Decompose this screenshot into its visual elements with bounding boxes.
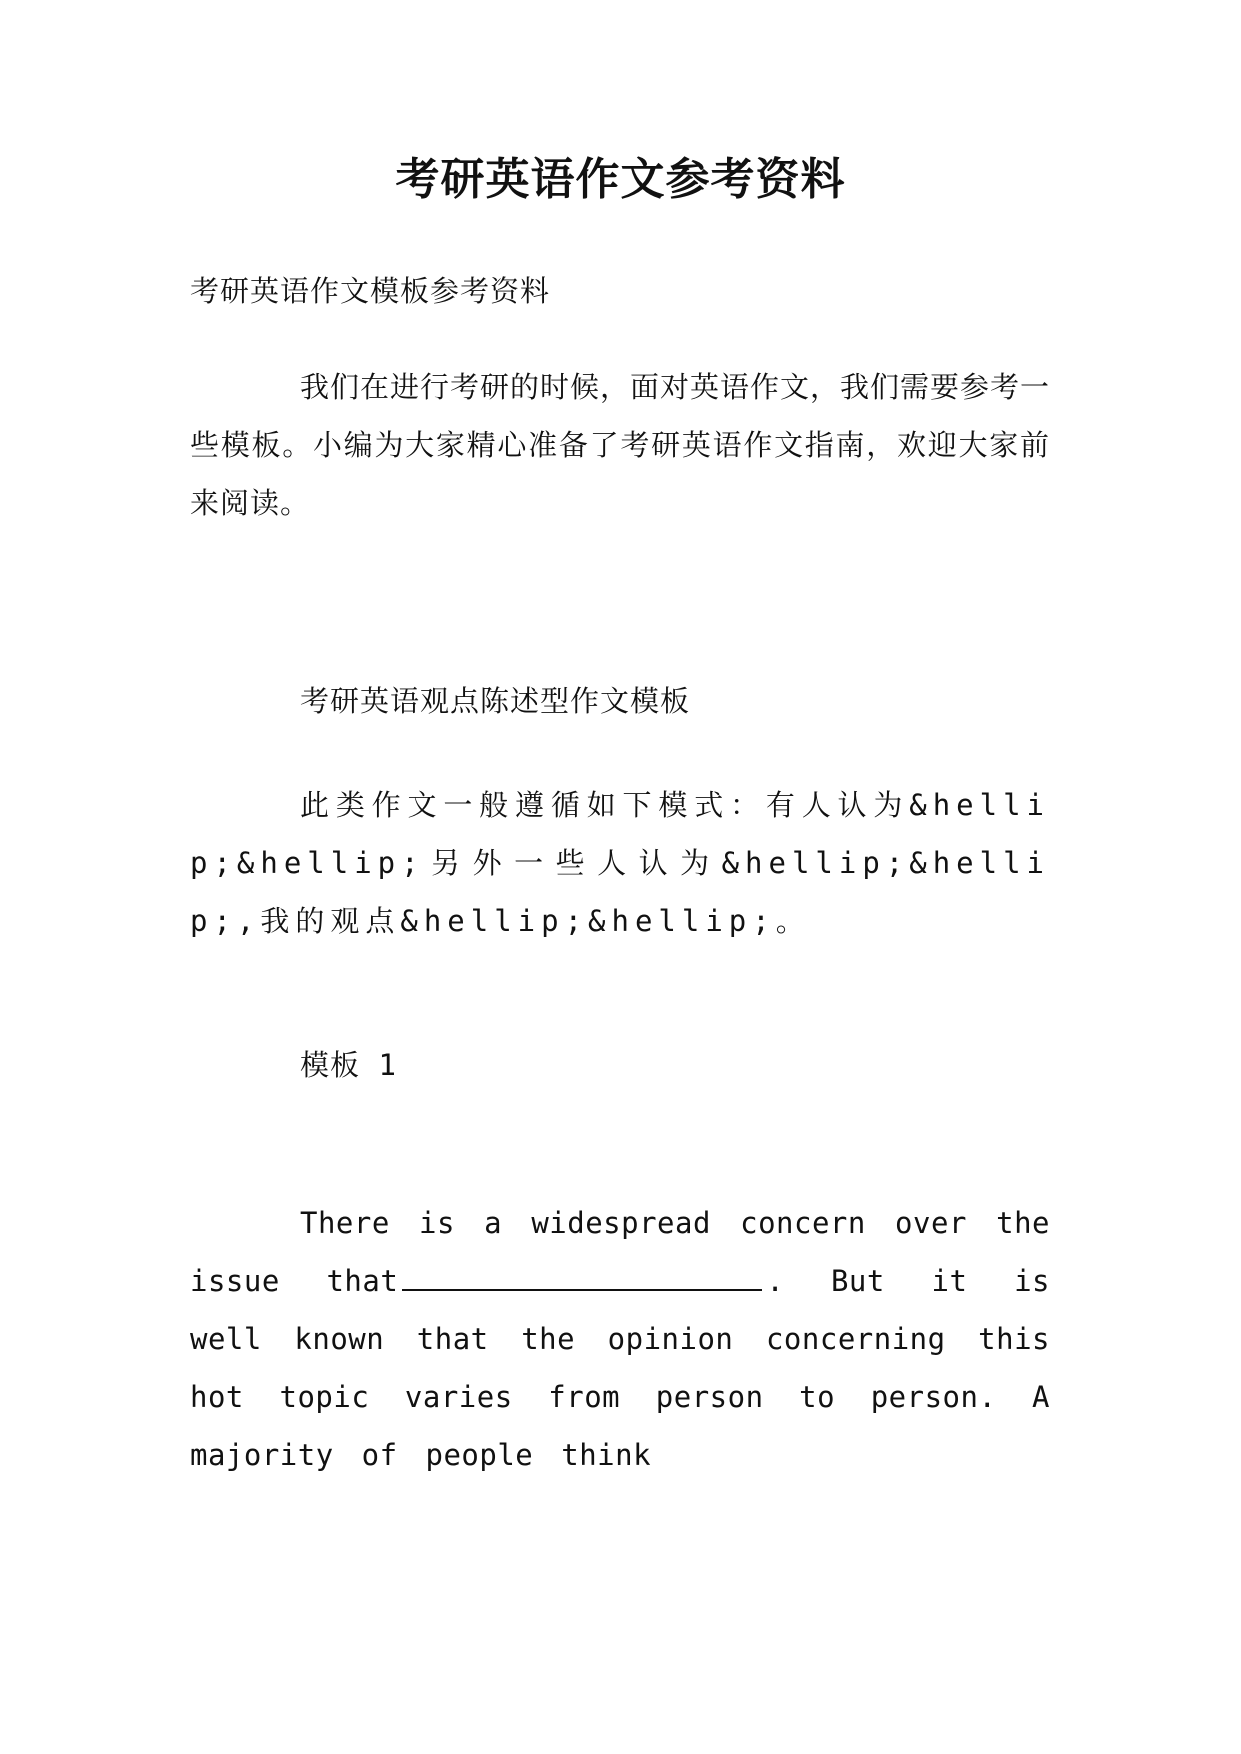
intro-paragraph: 我们在进行考研的时候，面对英语作文，我们需要参考一些模板。小编为大家精心准备了考研英语作文指南，欢迎大家前来阅读。 — [190, 370, 1051, 520]
template-label: 模板 1 — [300, 1048, 397, 1082]
english-text-part2: . But it is well known that the opinion concerning this hot topic varies from person to person. A majority of people think — [190, 1264, 1050, 1472]
pattern-paragraph: 此类作文一般遵循如下模式：有人认为&hellip;&hellip;另外一些人认为&hellip;&hellip;,我的观点&hellip;&hellip;。 — [190, 788, 1050, 938]
document-title: 考研英语作文参考资料 — [395, 154, 846, 205]
fill-in-blank-line — [402, 1265, 762, 1291]
section-heading: 考研英语观点陈述型作文模板 — [300, 684, 691, 718]
english-template-paragraph — [190, 1194, 1050, 1484]
document-subtitle: 考研英语作文模板参考资料 — [190, 274, 551, 308]
english-text-part1: There is a widespread concern over the issue that — [190, 1206, 1050, 1298]
